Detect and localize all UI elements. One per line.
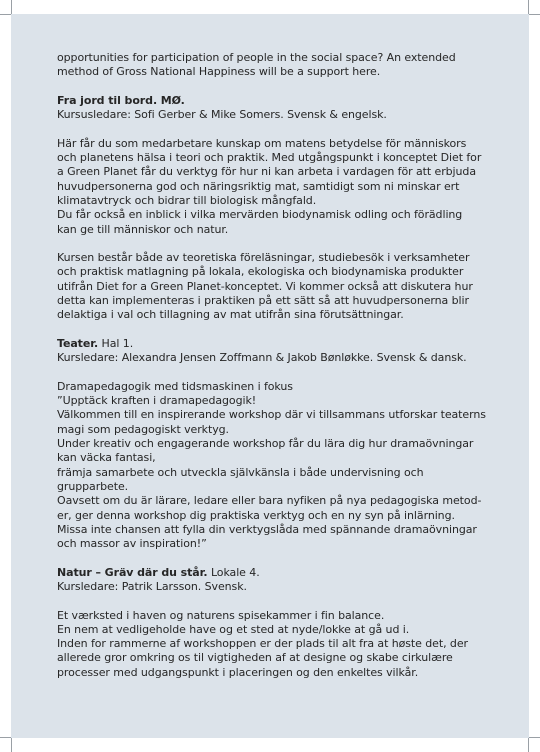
course-section-fra-jord-til-bord [57,94,489,323]
text-line: Välkommen till en inspirerande workshop där vi tillsammans utforskar teaterns [57,408,486,422]
text-line: method of Gross National Happiness will be a support here. [57,65,381,79]
section-location: Lokale 4. [207,565,260,579]
section-heading [57,94,489,108]
document-body [57,51,489,694]
intro-paragraph [57,51,489,80]
section-heading [57,566,489,580]
crop-mark [528,0,529,14]
text-line: processer med udgangspunkt i placeringen og den enkeltes vilkår. [57,665,419,679]
text-line: Oavsett om du är lärare, ledare eller bara nyfiken på nya pedagogiska metod- [57,494,482,508]
section-heading [57,337,489,351]
text-line: Under kreativ och engagerande workshop får du lära dig hur dramaövningar [57,437,474,451]
section-paragraph [57,251,489,322]
text-line: En nem at vedligeholde have og et sted at nyde/lokke at gå ud i. [57,622,410,636]
crop-mark [0,14,11,15]
text-line: detta kan implementeras i praktiken på ett sätt så att huvudpersonerna blir [57,294,469,308]
course-leader: Kursledare: Alexandra Jensen Zoffmann & Jakob Bønløkke. Svensk & dansk. [57,351,467,365]
text-line: kan ge till människor och natur. [57,222,229,236]
text-line: Här får du som medarbetare kunskap om matens betydelse för människors [57,136,467,150]
section-paragraph [57,609,489,680]
course-leader-line [57,580,489,594]
course-section-natur [57,566,489,680]
text-line: utifrån Diet for a Green Planet-konceptet. Vi kommer också att diskutera hur [57,279,473,293]
crop-mark [11,0,12,14]
text-line: Kursen består både av teoretiska föreläsningar, studiebesök i verksamheter [57,251,470,265]
section-title: Fra jord til bord. MØ. [57,93,185,107]
course-section-teater [57,337,489,551]
text-line: Inden for rammerne af workshoppen er der plads til alt fra at høste det, der [57,637,468,651]
text-line: och planetens hälsa i teori och praktik. Med utgångspunkt i konceptet Diet for [57,151,482,165]
text-line: Du får också en inblick i vilka mervärden biodynamisk odling och förädling [57,208,463,222]
text-line: a Green Planet får du verktyg för hur ni kan arbeta i vardagen för att erbjuda [57,165,476,179]
text-line: grupparbete. [57,479,129,493]
section-paragraph [57,137,489,237]
text-line: främja samarbete och utveckla självkänsla i både undervisning och [57,465,424,479]
section-location: Hal 1. [98,336,134,350]
text-line: ”Upptäck kraften i dramapedagogik! [57,394,257,408]
text-line: opportunities for participation of people in the social space? An extended [57,51,456,64]
section-paragraph [57,380,489,552]
course-leader: Kursusledare: Sofi Gerber & Mike Somers. Svensk & engelsk. [57,108,387,122]
text-line: allerede gror omkring os til vigtigheden af at designe og skabe cirkulære [57,651,453,665]
course-leader: Kursledare: Patrik Larsson. Svensk. [57,579,247,593]
section-title: Natur – Gräv där du står. [57,565,208,579]
text-line: och massor av inspiration!” [57,537,207,551]
text-line: magi som pedagogiskt verktyg. [57,422,229,436]
text-line: och praktisk matlagning på lokala, ekologiska och biodynamiska produkter [57,265,464,279]
course-leader-line [57,351,489,365]
crop-mark [529,737,540,738]
text-line: Et værksted i haven og naturens spisekammer i fin balance. [57,608,385,622]
text-line: delaktiga i val och tillagning av mat utifrån sina förutsättningar. [57,308,404,322]
crop-mark [0,737,11,738]
section-title: Teater. [57,336,99,350]
course-leader-line [57,108,489,122]
crop-mark [529,14,540,15]
text-line: Dramapedagogik med tidsmaskinen i fokus [57,379,293,393]
text-line: Missa inte chansen att fylla din verktygslåda med spännande dramaövningar [57,522,477,536]
text-line: kan väcka fantasi, [57,451,156,465]
text-line: huvudpersonerna god och näringsriktig mat, samtidigt som ni minskar ert [57,179,460,193]
text-line: er, ger denna workshop dig praktiska verktyg och en ny syn på inlärning. [57,508,455,522]
text-line: klimatavtryck och bidrar till biologisk mångfald. [57,193,317,207]
